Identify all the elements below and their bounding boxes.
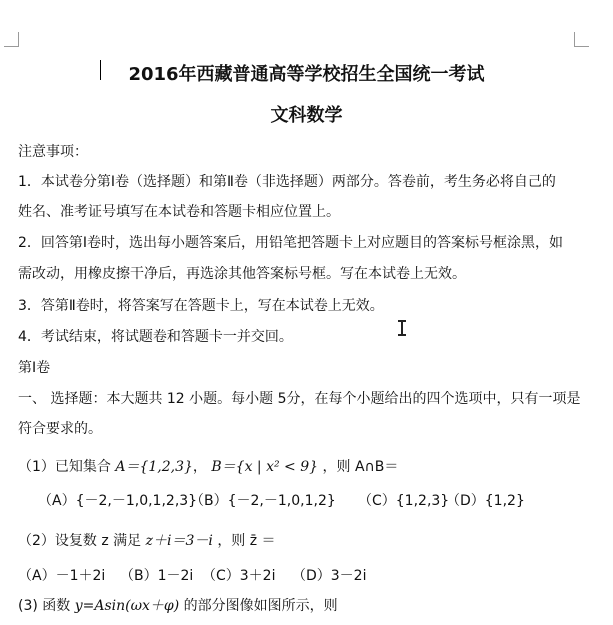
q1-prefix: （1）已知集合 (18, 459, 111, 475)
mouse-ibeam-cursor-icon (398, 319, 406, 337)
q2-ask: ，则 z̄ ＝ (217, 533, 276, 549)
notice-line-4: 需改动，用橡皮擦干净后，再选涂其他答案标号框。写在本试卷上无效。 (18, 266, 466, 282)
notice-line-2: 姓名、准考证号填写在本试卷和答题卡相应位置上。 (18, 204, 340, 220)
q1-option-a: （A）{－2,－1,0,1,2,3} (38, 493, 198, 509)
notice-line-1: 1．本试卷分第Ⅰ卷（选择题）和第Ⅱ卷（非选择题）两部分。答卷前，考生务必将自己的 (18, 174, 556, 190)
page-corner-mark-top-right (574, 32, 589, 47)
q2-option-d: （D）3－2i (292, 568, 367, 584)
notice-line-5: 3．答第Ⅱ卷时，将答案写在答题卡上，写在本试卷上无效。 (18, 298, 384, 314)
q2-option-c: （C）3＋2i (202, 568, 276, 584)
q3-suffix: 的部分图像如图所示，则 (183, 598, 338, 614)
question-1: （1）已知集合 A＝{1,2,3}， B＝{x | x² < 9} ，则 A∩B＝ (18, 459, 399, 475)
section-desc-line-1: 一、 选择题：本大题共 12 小题。每小题 5分，在每个小题给出的四个选项中，只有一项是 (18, 391, 581, 407)
q2-option-a: （A）－1＋2i (18, 568, 106, 584)
q1-option-d: （D）{1,2} (446, 493, 525, 509)
notice-line-6: 4．考试结束，将试题卷和答题卡一并交回。 (18, 329, 293, 345)
document-subtitle: 文科数学 (270, 105, 343, 126)
q3-function: y=Asin(ωx＋φ) (74, 598, 180, 614)
notice-heading: 注意事项： (18, 144, 88, 160)
document-title: 2016年西藏普通高等学校招生全国统一考试 (128, 64, 485, 85)
q1-set-a: A＝{1,2,3} (115, 459, 193, 475)
section-desc-line-2: 符合要求的。 (18, 421, 102, 437)
q3-prefix: (3) 函数 (18, 598, 71, 614)
q1-option-b: （B）{－2,－1,0,1,2} (190, 493, 336, 509)
question-3 (18, 597, 338, 615)
question-2 (18, 532, 276, 550)
page-corner-mark-top-left (4, 32, 19, 47)
q1-ask: ，则 A∩B＝ (322, 459, 399, 475)
section-label: 第Ⅰ卷 (18, 360, 51, 376)
q1-set-b: B＝{x | x² < 9} (211, 459, 319, 475)
q1-option-c: （C）{1,2,3} (358, 493, 450, 509)
notice-line-3: 2．回答第Ⅰ卷时，选出每小题答案后，用铅笔把答题卡上对应题目的答案标号框涂黑，如 (18, 235, 564, 251)
q2-prefix: （2）设复数 z 满足 (18, 533, 142, 549)
q2-option-b: （B）1－2i (120, 568, 194, 584)
q2-equation: z＋i＝3－i (145, 533, 213, 549)
